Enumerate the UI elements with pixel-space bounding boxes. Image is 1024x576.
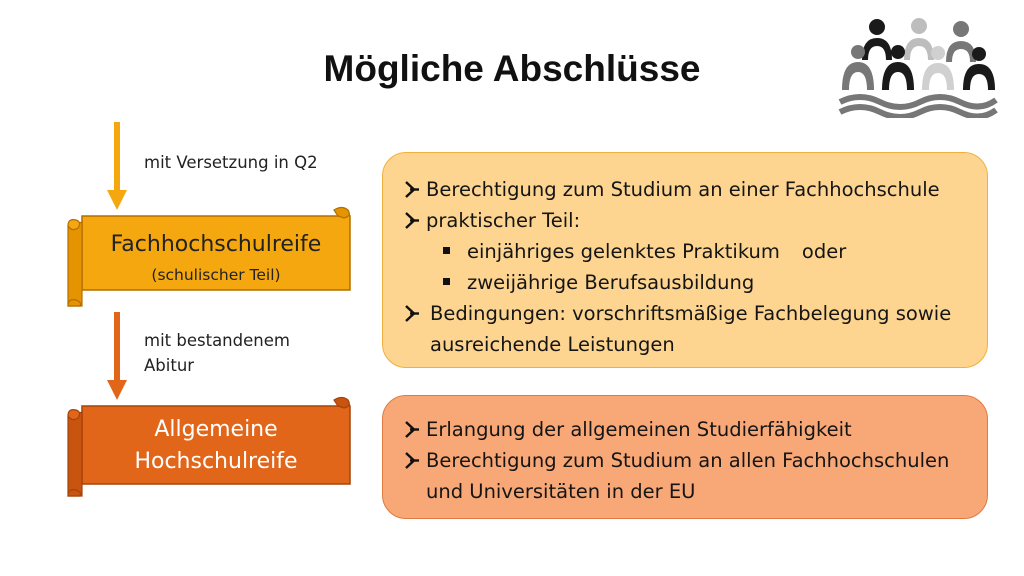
scroll-title-allgemeine-hochschulreife: Allgemeine Hochschulreife bbox=[134, 417, 298, 474]
people-group-logo-icon bbox=[836, 16, 998, 118]
list-item: Berechtigung zum Studium an einer Fachhochschule bbox=[403, 174, 987, 205]
arrow-bullet-icon bbox=[403, 174, 421, 205]
step-label-versetzung: mit Versetzung in Q2 bbox=[144, 153, 318, 172]
list-item: Bedingungen: vorschriftsmäßige Fachbelegung sowie ausreichende Leistungen bbox=[403, 298, 987, 360]
square-bullet-icon bbox=[443, 247, 450, 254]
info-panel-fachhochschulreife bbox=[382, 152, 988, 368]
arrow-bullet-icon bbox=[403, 205, 421, 236]
list-item: praktischer Teil: bbox=[403, 205, 987, 236]
down-arrow-icon bbox=[107, 312, 127, 400]
step-label-abitur: mit bestandenem Abitur bbox=[144, 331, 290, 375]
list-item: Erlangung der allgemeinen Studierfähigkeit bbox=[403, 414, 987, 445]
down-arrow-icon bbox=[107, 122, 127, 210]
sub-list-item: einjähriges gelenktes Praktikum oder bbox=[403, 236, 987, 267]
scroll-banner-fachhochschulreife bbox=[62, 206, 352, 310]
list-item: Berechtigung zum Studium an allen Fachhochschulen und Universitäten in der EU bbox=[403, 445, 987, 507]
arrow-bullet-icon bbox=[403, 414, 421, 445]
scroll-subtitle: (schulischer Teil) bbox=[151, 266, 281, 284]
arrow-bullet-icon bbox=[403, 445, 421, 476]
info-panel-allgemeine-hochschulreife bbox=[382, 395, 988, 519]
arrow-bullet-icon bbox=[403, 298, 421, 329]
page-title: Mögliche Abschlüsse bbox=[323, 48, 701, 89]
square-bullet-icon bbox=[443, 278, 450, 285]
scroll-title-fachhochschulreife: Fachhochschulreife bbox=[110, 232, 322, 257]
sub-list-item: zweijährige Berufsausbildung bbox=[403, 267, 987, 298]
